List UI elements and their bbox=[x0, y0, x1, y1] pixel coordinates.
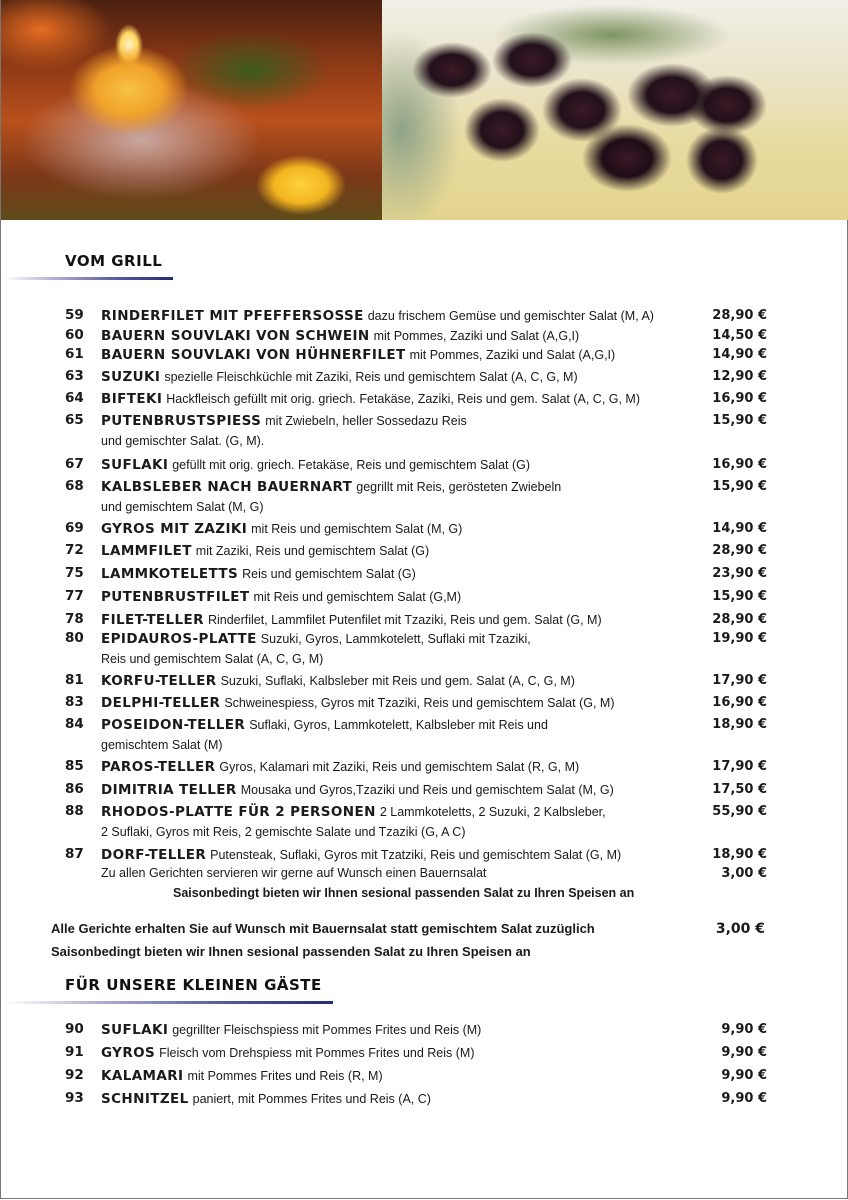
season-note-text: Saisonbedingt bieten wir Ihnen sesional passenden Salat zu Ihren Speisen an bbox=[173, 886, 635, 900]
item-price: 17,90 € bbox=[712, 759, 767, 774]
item-description: paniert, mit Pommes Frites und Reis (A, C) bbox=[192, 1092, 431, 1106]
item-number: 59 bbox=[65, 307, 84, 323]
heading-underline bbox=[5, 1001, 333, 1004]
item-description: gefüllt mit orig. griech. Fetakäse, Reis und gemischtem Salat (G) bbox=[172, 458, 531, 472]
item-description: Mousaka und Gyros,Tzaziki und Reis und gemischtem Salat (M, G) bbox=[240, 783, 614, 797]
item-description-continued: und gemischtem Salat (M, G) bbox=[101, 500, 264, 514]
item-price: 12,90 € bbox=[712, 369, 767, 384]
item-description: Putensteak, Suflaki, Gyros mit Tzatziki, Reis und gemischtem Salat (G, M) bbox=[210, 848, 622, 862]
item-number: 65 bbox=[65, 412, 84, 428]
item-price: 28,90 € bbox=[712, 308, 767, 323]
item-description: mit Pommes Frites und Reis (R, M) bbox=[187, 1069, 383, 1083]
item-number: 78 bbox=[65, 611, 84, 627]
item-number: 72 bbox=[65, 542, 84, 558]
item-number: 77 bbox=[65, 588, 84, 604]
item-number: 75 bbox=[65, 565, 84, 581]
item-name: KORFU-TELLER bbox=[101, 673, 217, 689]
item-price: 9,90 € bbox=[721, 1068, 767, 1083]
item-price: 14,90 € bbox=[712, 521, 767, 536]
item-name: LAMMFILET bbox=[101, 543, 192, 559]
item-name: PUTENBRUSTFILET bbox=[101, 589, 250, 605]
item-description: Suzuki, Suflaki, Kalbsleber mit Reis und gem. Salat (A, C, G, M) bbox=[220, 674, 575, 688]
item-description: spezielle Fleischküchle mit Zaziki, Reis und gemischtem Salat (A, C, G, M) bbox=[164, 370, 578, 384]
section-title-kleine-gaeste: FÜR UNSERE KLEINEN GÄSTE bbox=[65, 976, 322, 994]
item-number: 85 bbox=[65, 758, 84, 774]
item-name: FILET-TELLER bbox=[101, 612, 204, 628]
item-price: 19,90 € bbox=[712, 631, 767, 646]
item-price: 15,90 € bbox=[712, 589, 767, 604]
item-number: 84 bbox=[65, 716, 84, 732]
item-price: 55,90 € bbox=[712, 804, 767, 819]
item-description: mit Zwiebeln, heller Sossedazu Reis bbox=[265, 414, 467, 428]
item-price: 18,90 € bbox=[712, 847, 767, 862]
item-description: mit Pommes, Zaziki und Salat (A,G,I) bbox=[373, 329, 580, 343]
item-number: 60 bbox=[65, 327, 84, 343]
item-name: PAROS-TELLER bbox=[101, 759, 216, 775]
item-name: DELPHI-TELLER bbox=[101, 695, 221, 711]
item-name: BIFTEKI bbox=[101, 391, 163, 407]
notice-line-2: Saisonbedingt bieten wir Ihnen sesional passenden Salat zu Ihren Speisen an bbox=[51, 944, 531, 959]
item-description-continued: 2 Suflaki, Gyros mit Reis, 2 gemischte Salate und Tzaziki (G, A C) bbox=[101, 825, 466, 839]
item-name: BAUERN SOUVLAKI VON HÜHNERFILET bbox=[101, 347, 406, 363]
black-olives-photo bbox=[382, 0, 848, 220]
item-description: mit Zaziki, Reis und gemischtem Salat (G) bbox=[195, 544, 430, 558]
item-number: 91 bbox=[65, 1044, 84, 1060]
item-description: gegrillter Fleischspiess mit Pommes Frites und Reis (M) bbox=[172, 1023, 482, 1037]
notice-line-1: Alle Gerichte erhalten Sie auf Wunsch mit Bauernsalat statt gemischtem Salat zuzüglich bbox=[51, 921, 595, 936]
item-number: 93 bbox=[65, 1090, 84, 1106]
item-description: Suzuki, Gyros, Lammkotelett, Suflaki mit Tzaziki, bbox=[260, 632, 531, 646]
section-title-vom-grill: VOM GRILL bbox=[65, 252, 163, 270]
item-name: RINDERFILET MIT PFEFFERSOSSE bbox=[101, 308, 364, 324]
item-description: 2 Lammkoteletts, 2 Suzuki, 2 Kalbsleber, bbox=[379, 805, 606, 819]
item-price: 14,90 € bbox=[712, 347, 767, 362]
item-name: DIMITRIA TELLER bbox=[101, 782, 237, 798]
item-number: 87 bbox=[65, 846, 84, 862]
item-description: Gyros, Kalamari mit Zaziki, Reis und gemischtem Salat (R, G, M) bbox=[219, 760, 580, 774]
item-name: GYROS bbox=[101, 1045, 156, 1061]
item-description: Hackfleisch gefüllt mit orig. griech. Fetakäse, Zaziki, Reis und gem. Salat (A, C, G, M) bbox=[166, 392, 641, 406]
item-name: POSEIDON-TELLER bbox=[101, 717, 246, 733]
item-name: KALAMARI bbox=[101, 1068, 184, 1084]
item-price: 16,90 € bbox=[712, 391, 767, 406]
item-description-continued: gemischtem Salat (M) bbox=[101, 738, 223, 752]
item-price: 15,90 € bbox=[712, 479, 767, 494]
item-price: 18,90 € bbox=[712, 717, 767, 732]
item-name: SCHNITZEL bbox=[101, 1091, 189, 1107]
item-number: 81 bbox=[65, 672, 84, 688]
item-number: 63 bbox=[65, 368, 84, 384]
item-number: 67 bbox=[65, 456, 84, 472]
item-description: dazu frischem Gemüse und gemischter Salat (M, A) bbox=[367, 309, 654, 323]
item-description: Suflaki, Gyros, Lammkotelett, Kalbsleber mit Reis und bbox=[249, 718, 548, 732]
item-name: GYROS MIT ZAZIKI bbox=[101, 521, 248, 537]
item-description-continued: und gemischter Salat. (G, M). bbox=[101, 434, 265, 448]
grilled-meat-platter-photo bbox=[1, 0, 382, 220]
item-description: mit Pommes, Zaziki und Salat (A,G,I) bbox=[409, 348, 616, 362]
item-description-continued: Reis und gemischtem Salat (A, C, G, M) bbox=[101, 652, 324, 666]
extra-salad-price: 3,00 € bbox=[721, 866, 767, 881]
item-name: DORF-TELLER bbox=[101, 847, 207, 863]
item-price: 9,90 € bbox=[721, 1091, 767, 1106]
item-price: 14,50 € bbox=[712, 328, 767, 343]
item-price: 28,90 € bbox=[712, 612, 767, 627]
item-number: 83 bbox=[65, 694, 84, 710]
item-name: RHODOS-PLATTE FÜR 2 PERSONEN bbox=[101, 804, 376, 820]
item-number: 61 bbox=[65, 346, 84, 362]
item-price: 9,90 € bbox=[721, 1022, 767, 1037]
item-description: mit Reis und gemischtem Salat (G,M) bbox=[253, 590, 462, 604]
notice-price: 3,00 € bbox=[715, 921, 765, 937]
item-name: KALBSLEBER NACH BAUERNART bbox=[101, 479, 353, 495]
item-number: 92 bbox=[65, 1067, 84, 1083]
item-price: 28,90 € bbox=[712, 543, 767, 558]
heading-underline bbox=[5, 277, 173, 280]
item-number: 90 bbox=[65, 1021, 84, 1037]
item-name: LAMMKOTELETTS bbox=[101, 566, 239, 582]
item-description: Schweinespiess, Gyros mit Tzaziki, Reis und gemischtem Salat (G, M) bbox=[224, 696, 615, 710]
item-description: Fleisch vom Drehspiess mit Pommes Frites und Reis (M) bbox=[159, 1046, 475, 1060]
item-name: SUZUKI bbox=[101, 369, 161, 385]
extra-salad-text: Zu allen Gerichten servieren wir gerne auf Wunsch einen Bauernsalat bbox=[101, 866, 487, 880]
item-name: SUFLAKI bbox=[101, 457, 169, 473]
item-price: 15,90 € bbox=[712, 413, 767, 428]
item-number: 68 bbox=[65, 478, 84, 494]
item-price: 9,90 € bbox=[721, 1045, 767, 1060]
item-number: 80 bbox=[65, 630, 84, 646]
item-name: PUTENBRUSTSPIESS bbox=[101, 413, 262, 429]
item-price: 16,90 € bbox=[712, 695, 767, 710]
item-price: 17,50 € bbox=[712, 782, 767, 797]
item-price: 17,90 € bbox=[712, 673, 767, 688]
item-name: EPIDAUROS-PLATTE bbox=[101, 631, 257, 647]
item-number: 69 bbox=[65, 520, 84, 536]
item-name: SUFLAKI bbox=[101, 1022, 169, 1038]
item-description: mit Reis und gemischtem Salat (M, G) bbox=[251, 522, 463, 536]
item-price: 16,90 € bbox=[712, 457, 767, 472]
item-description: Reis und gemischtem Salat (G) bbox=[242, 567, 416, 581]
item-number: 88 bbox=[65, 803, 84, 819]
item-number: 64 bbox=[65, 390, 84, 406]
item-number: 86 bbox=[65, 781, 84, 797]
item-name: BAUERN SOUVLAKI VON SCHWEIN bbox=[101, 328, 370, 344]
item-description: gegrillt mit Reis, gerösteten Zwiebeln bbox=[356, 480, 562, 494]
item-price: 23,90 € bbox=[712, 566, 767, 581]
item-description: Rinderfilet, Lammfilet Putenfilet mit Tzaziki, Reis und gem. Salat (G, M) bbox=[207, 613, 602, 627]
